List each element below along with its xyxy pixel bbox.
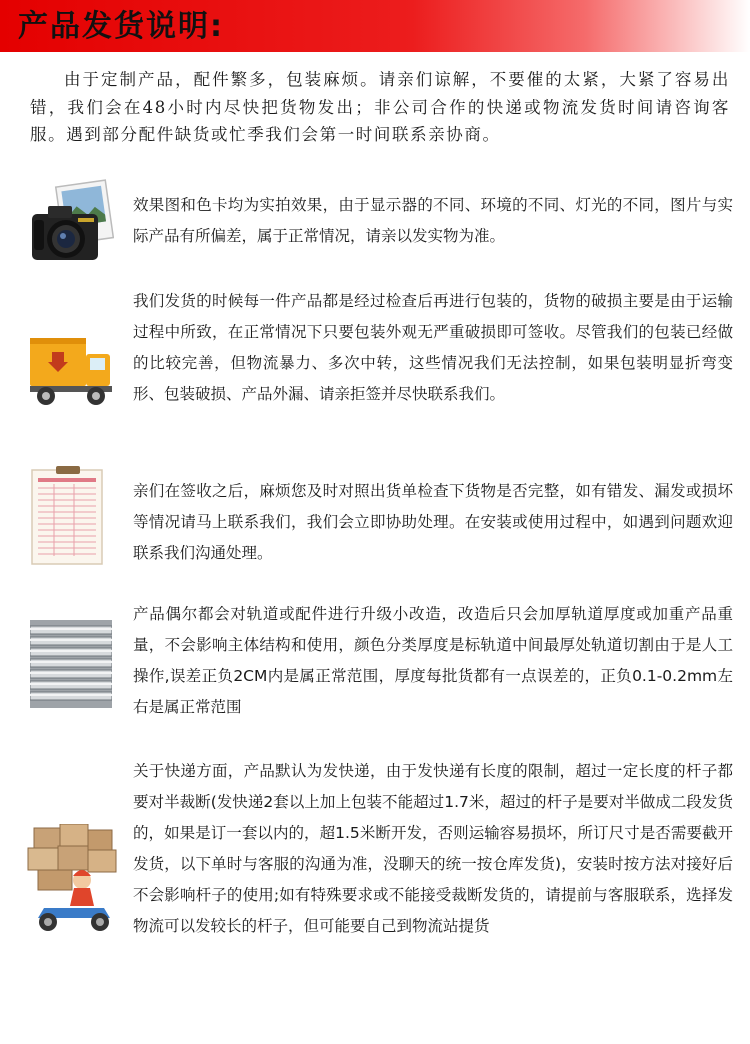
section-courier-text: 关于快递方面，产品默认为发快递，由于发快递有长度的限制，超过一定长度的杆子都要对半裁断(发快递2套以上加上包装不能超过1.7米，超过的杆子是要对半做成二段发货的，如果是订一套以内的，超1.5米断开发，否则运输容易损坏，所订尺寸是否需要截开发货，以下单时与客服的沟通为准，没聊天的统一按仓库发货)，安装时按方法对接好后不会影响杆子的使用;如有特殊要求或不能接受裁断发货的，请提前与客服联系，选择发物流可以发较长的杆子，但可能要自己到物流站提货 (133, 762, 733, 935)
page-title: 产品发货说明: (18, 9, 224, 44)
metal-rails-icon (30, 620, 112, 708)
camera-icon (30, 176, 114, 272)
courier-scooter-icon (24, 824, 120, 934)
section-camera-text: 效果图和色卡均为实拍效果，由于显示器的不同、环境的不同、灯光的不同，图片与实际产品有所偏差，属于正常情况，请亲以发实物为准。 (133, 196, 733, 245)
section-inspection-text: 亲们在签收之后，麻烦您及时对照出货单检查下货物是否完整，如有错发、漏发或损坏等情况请马上联系我们，我们会立即协助处理。在安装或使用过程中，如遇到问题欢迎联系我们沟通处理。 (133, 482, 733, 562)
section-shipping-text: 我们发货的时候每一件产品都是经过检查后再进行包装的，货物的破损主要是由于运输过程中所致，在正常情况下只要包装外观无严重破损即可签收。尽管我们的包装已经做的比较完善，但物流暴力、多次中转，这些情况我们无法控制，如果包装明显折弯变形、包装破损、产品外漏、请亲拒签并尽快联系我们。 (133, 292, 733, 403)
intro-paragraph: 由于定制产品，配件繁多，包装麻烦。请亲们谅解，不要催的太紧，大紧了容易出错，我们会在48小时内尽快把货物发出；非公司合作的快递或物流发货时间请咨询客服。遇到部分配件缺货或忙季我们会第一时间联系亲协商。 (30, 70, 730, 144)
clipboard-form-icon (30, 466, 106, 566)
section-upgrade-text: 产品偶尔都会对轨道或配件进行升级小改造，改造后只会加厚轨道厚度或加重产品重量，不会影响主体结构和使用，颜色分类厚度是标轨道中间最厚处轨道切割由于是人工操作,误差正负2CM内是属正常范围，厚度每批货都有一点误差的，正负0.1-0.2mm左右是属正常范围 (133, 605, 733, 716)
delivery-truck-icon (28, 332, 118, 412)
